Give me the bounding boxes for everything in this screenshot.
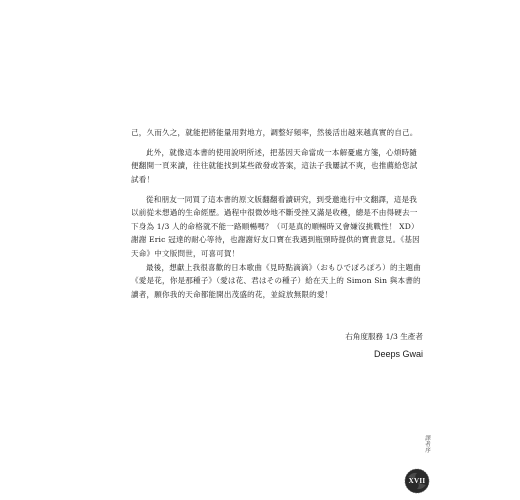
paragraph-1: 己，久而久之，就能把將能量用對地方，調整好頻率，然後活出越來越真實的自己。 <box>131 128 418 137</box>
paragraph-3: 從和朋友一同買了這本書的原文版翻翻看讀研究，到受邀進行中文翻譯，這是我以前從未想過的生命經歷。過程中很微妙地不斷受挫又滿是收穫，總是不由得硬去一下身為 1/3 人的命格就不能一路順暢嗎？（可是真的順暢時又會嫌沒挑戰性！ XD）謝謝 Eric 冠達的耐心等待，也謝謝好友口寶在我遇到瓶頸時提供的寶貴意見。《基因天命》中文版問世，可喜可賀！ <box>131 194 420 258</box>
signature-name: Deeps Gwai <box>373 349 423 359</box>
paragraph-4: 最後，想獻上我很喜歡的日本歌曲《見時點滴滴》（おもひでぽろぽろ）的主題曲《愛是花，你是那種子》（愛は花、君はその種子）給在天上的 Simon Sin 與本書的讀者，願你我的天命都能開出茂盛的花，並綻放無限的愛！ <box>131 262 421 299</box>
paragraph-2: 此外，就像這本書的使用說明所述，把基因天命當成一本解憂處方箋，心煩時隨便翻開一頁來讀，往往就能找到某些啟發或答案，這法子我屢試不爽，也推薦給您試試看！ <box>131 147 418 184</box>
page-number-badge <box>404 468 430 494</box>
page-number: XVII <box>408 477 426 485</box>
preface-text <box>131 126 423 302</box>
signature-title: 右角度服務 1/3 生產者 <box>345 332 423 341</box>
chapter-side-label: 譯者序 <box>424 435 430 453</box>
